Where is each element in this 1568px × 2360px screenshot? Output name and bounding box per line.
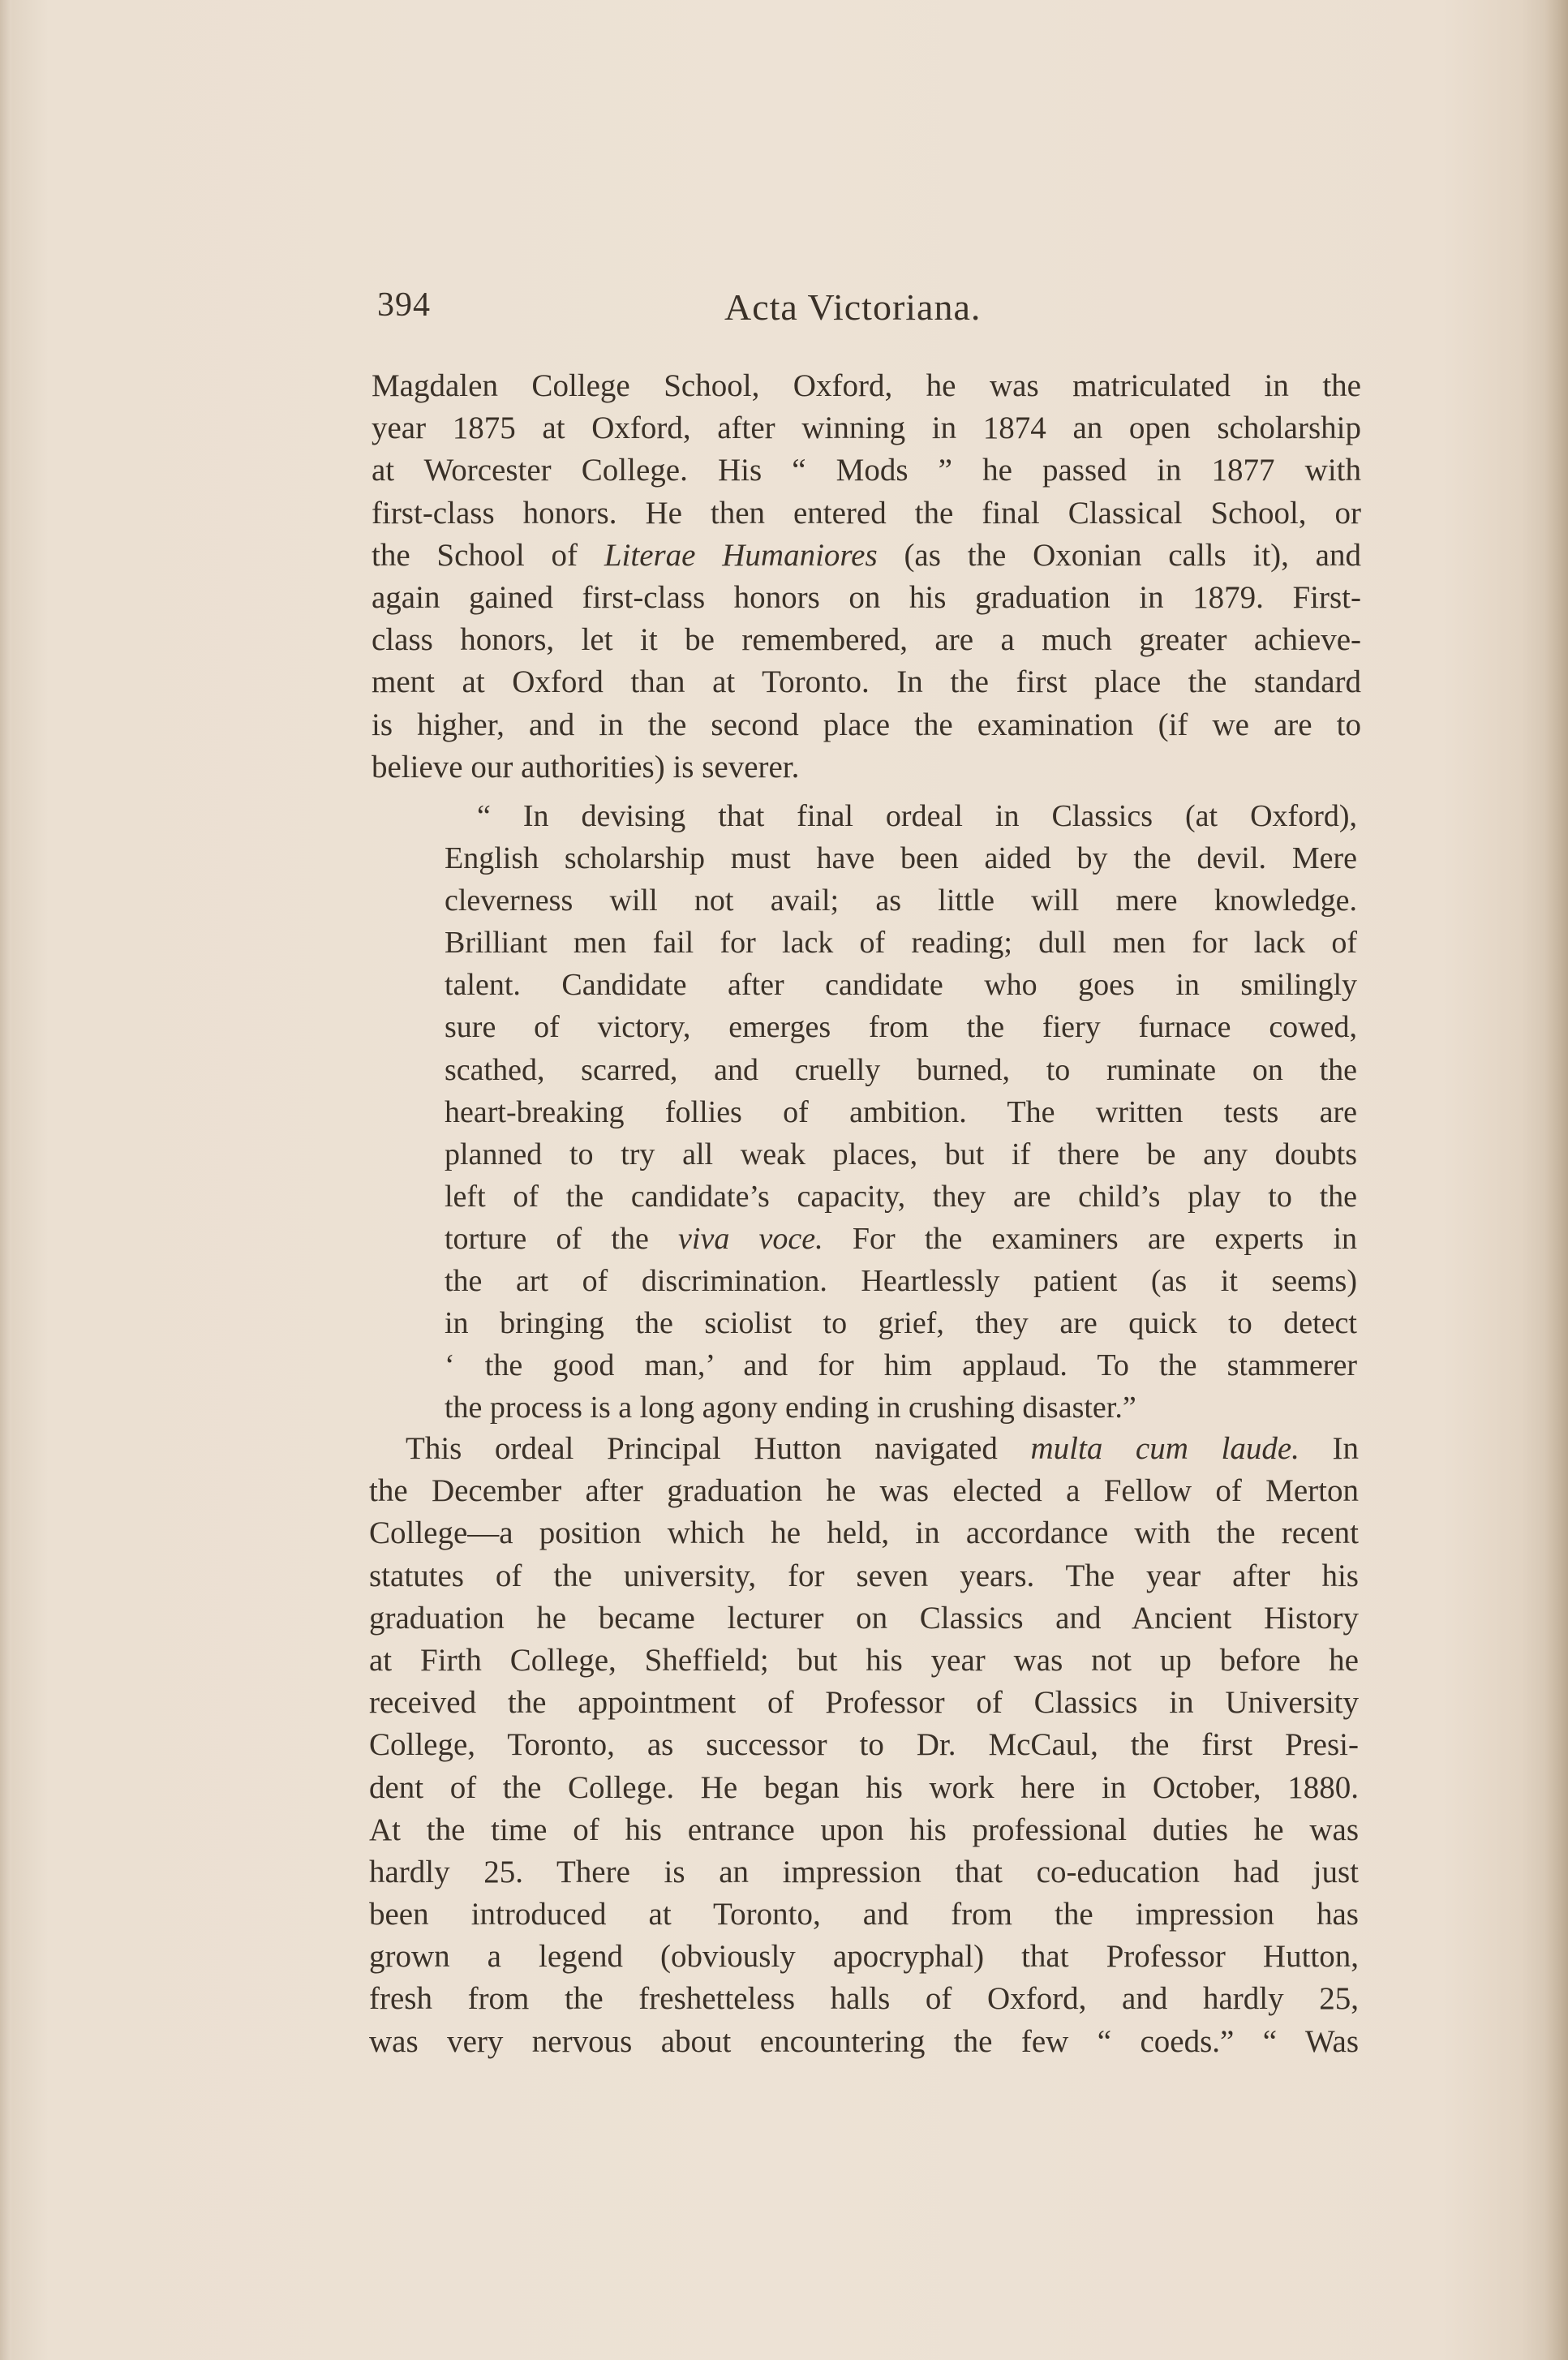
- text-line: the December after graduation he was elected a Fellow of Merton: [369, 1473, 1359, 1509]
- italic-text: viva voce.: [678, 1221, 823, 1256]
- text-run: This ordeal Principal Hutton navigated: [406, 1431, 1031, 1466]
- text-run: the School of: [372, 537, 604, 573]
- page-right-edge: [1544, 0, 1568, 2360]
- text-line: At the time of his entrance upon his professional duties he was: [369, 1812, 1359, 1847]
- running-title: Acta Victoriana.: [724, 286, 982, 328]
- block-quotation: [445, 795, 1357, 1429]
- quote-line: “ In devising that final ordeal in Classics (at Oxford),: [477, 799, 1357, 833]
- text-line: fresh from the freshetteless halls of Oxford, and hardly 25,: [369, 1981, 1359, 2017]
- text-line: College, Toronto, as successor to Dr. McCaul, the first Presi-: [369, 1727, 1359, 1763]
- text-line: believe our authorities) is severer.: [372, 749, 800, 785]
- quote-line: sure of victory, emerges from the fiery furnace cowed,: [445, 1010, 1357, 1045]
- text-line: College—a position which he held, in accordance with the recent: [369, 1515, 1359, 1551]
- quote-line: scathed, scarred, and cruelly burned, to ruminate on the: [445, 1052, 1357, 1087]
- quote-line: the art of discrimination. Heartlessly patient (as it seems): [445, 1264, 1357, 1299]
- page-header: [377, 286, 1359, 334]
- text-line: been introduced at Toronto, and from the impression has: [369, 1897, 1359, 1932]
- text-line: [369, 1428, 1359, 1470]
- quote-line: ‘ the good man,’ and for him applaud. To the stammerer: [445, 1348, 1357, 1383]
- text-run: In: [1299, 1431, 1359, 1466]
- text-line: Magdalen College School, Oxford, he was matriculated in the: [372, 368, 1361, 403]
- text-run: torture of the: [445, 1221, 679, 1256]
- page-number: 394: [377, 286, 431, 324]
- text-line: was very nervous about encountering the few “ coeds.” “ Was: [369, 2023, 1359, 2059]
- text-line: graduation he became lecturer on Classics and Ancient History: [369, 1600, 1359, 1636]
- text-run: (as the Oxonian calls it), and: [877, 537, 1361, 573]
- page-left-edge: [0, 0, 11, 2360]
- quote-line: [445, 1218, 1357, 1260]
- text-line: ment at Oxford than at Toronto. In the first place the standard: [372, 664, 1361, 700]
- quote-line: left of the candidate’s capacity, they are child’s play to the: [445, 1179, 1357, 1214]
- text-line: first-class honors. He then entered the final Classical School, or: [372, 495, 1361, 531]
- quote-line: cleverness will not avail; as little will mere knowledge.: [445, 883, 1357, 918]
- quote-line: the process is a long agony ending in crushing disaster.”: [445, 1391, 1136, 1425]
- text-line: year 1875 at Oxford, after winning in 1874 an open scholarship: [372, 411, 1361, 446]
- text-line: statutes of the university, for seven years. The year after his: [369, 1558, 1359, 1593]
- text-line: class honors, let it be remembered, are a much greater achieve-: [372, 622, 1361, 658]
- text-run: For the examiners are experts in: [823, 1221, 1357, 1256]
- text-line: grown a legend (obviously apocryphal) that Professor Hutton,: [369, 1939, 1359, 1975]
- quote-line: in bringing the sciolist to grief, they are quick to detect: [445, 1306, 1357, 1341]
- paragraph-1: [372, 365, 1361, 789]
- text-line: received the appointment of Professor of Classics in University: [369, 1685, 1359, 1721]
- italic-text: multa cum laude.: [1030, 1431, 1300, 1466]
- quote-line: English scholarship must have been aided by the devil. Mere: [445, 841, 1357, 876]
- text-line: [372, 535, 1361, 577]
- italic-text: Literae Humaniores: [604, 537, 878, 573]
- quote-line: heart-breaking follies of ambition. The written tests are: [445, 1094, 1357, 1129]
- quote-line: planned to try all weak places, but if there be any doubts: [445, 1137, 1357, 1171]
- quote-line: talent. Candidate after candidate who goes in smilingly: [445, 968, 1357, 1003]
- paragraph-2: [369, 1428, 1359, 2063]
- text-line: is higher, and in the second place the examination (if we are to: [372, 707, 1361, 742]
- text-line: hardly 25. There is an impression that co-education had just: [369, 1854, 1359, 1889]
- text-line: at Firth College, Sheffield; but his year was not up before he: [369, 1642, 1359, 1678]
- quote-line: Brilliant men fail for lack of reading; dull men for lack of: [445, 926, 1357, 961]
- text-line: at Worcester College. His “ Mods ” he passed in 1877 with: [372, 453, 1361, 488]
- text-line: dent of the College. He began his work here in October, 1880.: [369, 1769, 1359, 1805]
- text-line: again gained first-class honors on his graduation in 1879. First-: [372, 579, 1361, 615]
